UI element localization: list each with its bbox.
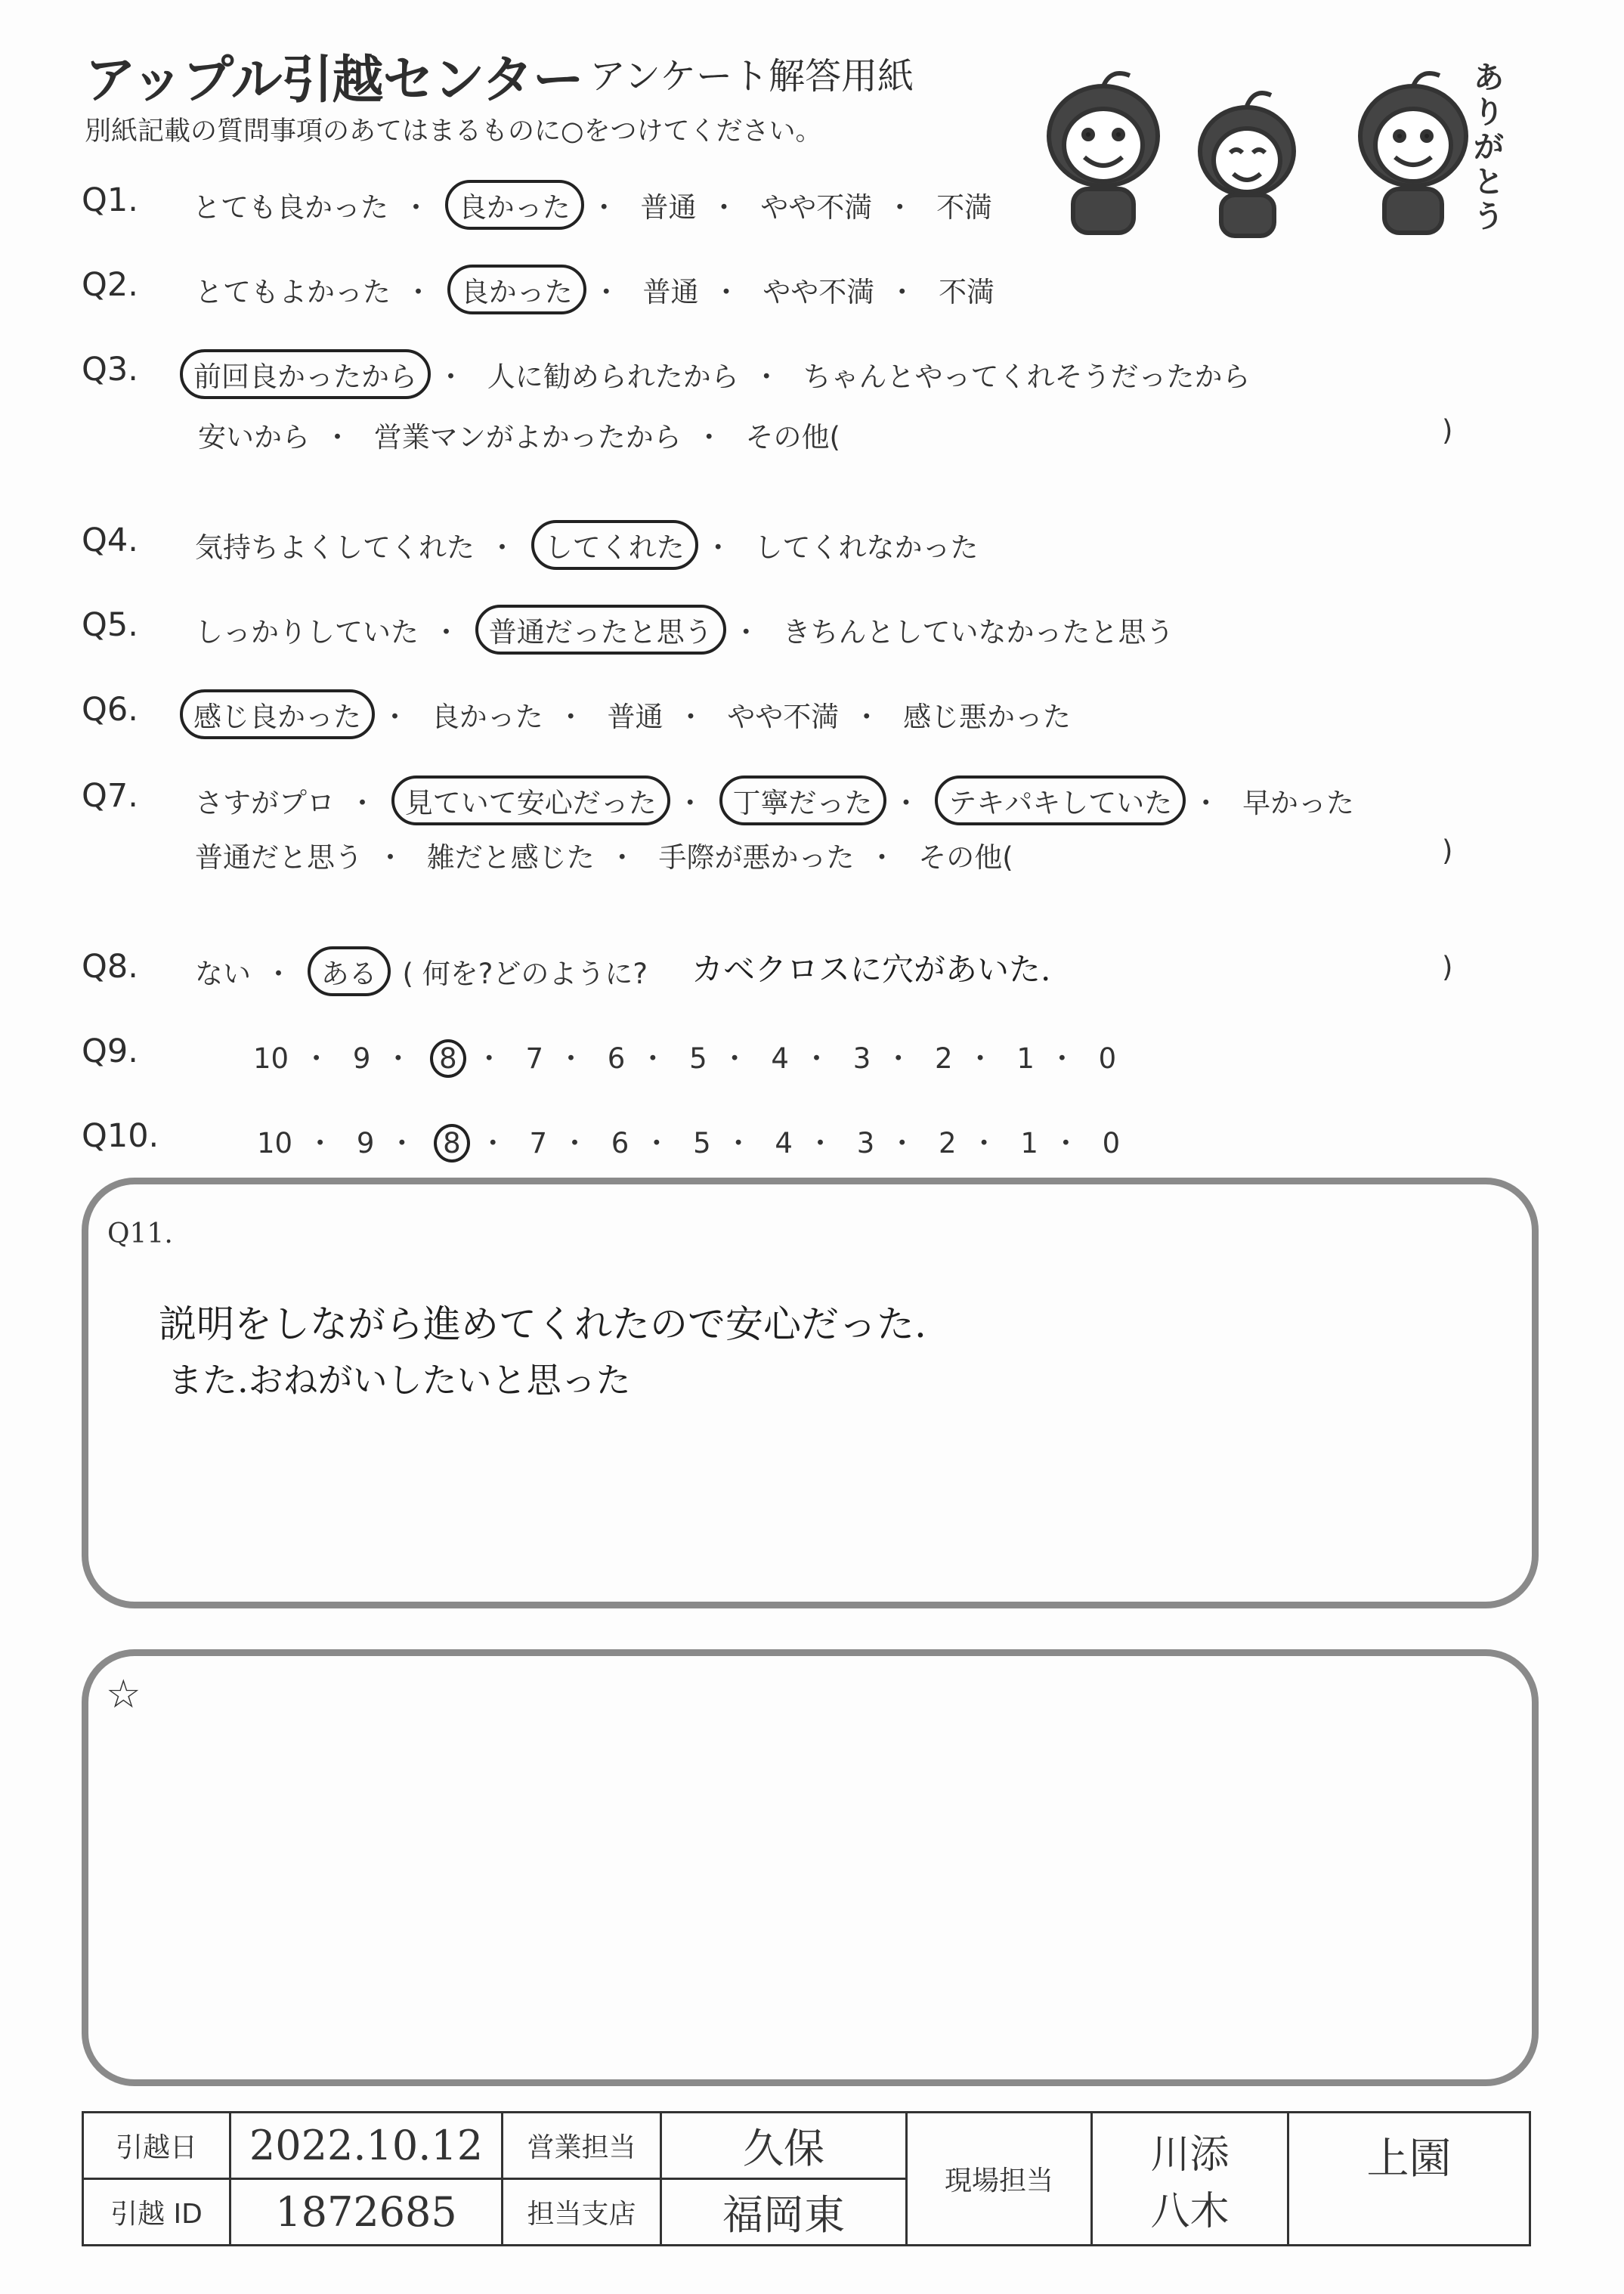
- q7-label: Q7.: [82, 777, 138, 815]
- q9-value[interactable]: 2: [935, 1042, 953, 1075]
- q6-options: 感じ良かった ・ 良かった ・ 普通 ・ やや不満 ・ 感じ悪かった: [187, 694, 1071, 735]
- q7-option-other[interactable]: その他(: [918, 841, 1013, 874]
- q6-option[interactable]: 良かった: [431, 701, 543, 733]
- q2-options: とてもよかった ・ 良かった ・ 普通 ・ やや不満 ・ 不満: [195, 269, 995, 310]
- q10-value[interactable]: 10: [257, 1127, 293, 1159]
- q9-value[interactable]: 7: [525, 1042, 544, 1075]
- q1-option[interactable]: やや不満: [760, 191, 873, 224]
- q7-option[interactable]: 雑だと感じた: [426, 841, 595, 874]
- q7-close-paren: ): [1442, 834, 1453, 867]
- instruction-text: 別紙記載の質問事項のあてはまるものに○をつけてください。: [85, 116, 822, 147]
- q10-value-selected[interactable]: 8: [434, 1124, 470, 1162]
- q6-label: Q6.: [82, 691, 138, 729]
- q10-value[interactable]: 7: [529, 1127, 548, 1159]
- branch-value[interactable]: 福岡東: [661, 2179, 907, 2246]
- q9-value[interactable]: 9: [352, 1042, 371, 1075]
- sales-label: 営業担当: [503, 2113, 661, 2179]
- q10-value[interactable]: 6: [611, 1127, 629, 1159]
- move-id-value[interactable]: 1872685: [230, 2179, 503, 2246]
- q10-value[interactable]: 2: [939, 1127, 957, 1159]
- q6-option[interactable]: 感じ悪かった: [903, 701, 1072, 733]
- q2-option-selected[interactable]: 良かった: [447, 265, 586, 314]
- q8-close-paren: ): [1442, 951, 1453, 983]
- q1-options: とても良かった ・ 良かった ・ 普通 ・ やや不満 ・ 不満: [193, 184, 992, 225]
- q4-options: 気持ちよくしてくれた ・ してくれた ・ してくれなかった: [195, 525, 979, 565]
- move-id-label: 引越 ID: [83, 2179, 230, 2246]
- q4-label: Q4.: [82, 522, 138, 559]
- q3-option[interactable]: 人に勧められたから: [487, 361, 739, 393]
- q2-option[interactable]: やや不満: [763, 276, 875, 308]
- q9-value[interactable]: 5: [689, 1042, 707, 1075]
- q9-scale: 10 ・ 9 ・ 8 ・ 7 ・ 6 ・ 5 ・ 4 ・ 3 ・ 2 ・ 1 ・ 0: [253, 1036, 1116, 1076]
- q9-value[interactable]: 3: [852, 1042, 871, 1075]
- q5-option[interactable]: しっかりしていた: [195, 616, 419, 649]
- q11-comment-line2: また.おねがいしたいと思った: [168, 1360, 631, 1401]
- q6-option[interactable]: やや不満: [727, 701, 840, 733]
- q8-options: ない ・ ある ( 何を?どのように?: [195, 951, 648, 992]
- q5-option[interactable]: きちんとしていなかったと思う: [782, 616, 1174, 649]
- q7-option[interactable]: さすがプロ: [195, 787, 335, 819]
- company-name: アップル引越センター: [85, 51, 583, 110]
- q1-option-selected[interactable]: 良かった: [445, 180, 584, 230]
- q7-options-line2: 普通だと思う ・ 雑だと感じた ・ 手際が悪かった ・ その他(: [195, 834, 1013, 875]
- star-icon: ☆: [106, 1672, 141, 1717]
- q10-value[interactable]: 4: [775, 1127, 793, 1159]
- q10-value[interactable]: 3: [856, 1127, 875, 1159]
- move-date-value[interactable]: 2022.10.12: [230, 2113, 503, 2179]
- q3-options-line2: 安いから ・ 営業マンがよかったから ・ その他(: [198, 414, 840, 455]
- q7-option-selected[interactable]: 丁寧だった: [719, 776, 886, 825]
- q1-option[interactable]: 普通: [640, 191, 697, 224]
- q7-option[interactable]: 早かった: [1242, 787, 1355, 819]
- sales-value[interactable]: 久保: [661, 2113, 907, 2179]
- field-value-2[interactable]: 上園: [1288, 2113, 1530, 2246]
- q10-value[interactable]: 9: [356, 1127, 375, 1159]
- q3-option[interactable]: 安いから: [198, 421, 310, 454]
- q3-label: Q3.: [82, 351, 138, 389]
- q10-value[interactable]: 5: [693, 1127, 711, 1159]
- q8-label: Q8.: [82, 948, 138, 986]
- q2-option[interactable]: とてもよかった: [195, 276, 391, 308]
- q6-option-selected[interactable]: 感じ良かった: [180, 689, 375, 739]
- branch-label: 担当支店: [503, 2179, 661, 2246]
- q3-option[interactable]: 営業マンがよかったから: [373, 421, 682, 454]
- q9-label: Q9.: [82, 1032, 138, 1070]
- q1-label: Q1.: [82, 181, 138, 219]
- q10-label: Q10.: [82, 1117, 159, 1155]
- q9-value[interactable]: 1: [1016, 1042, 1035, 1075]
- q7-option[interactable]: 手際が悪かった: [658, 841, 855, 874]
- q4-option[interactable]: 気持ちよくしてくれた: [195, 531, 475, 564]
- q8-answer[interactable]: カベクロスに穴があいた.: [691, 951, 1051, 988]
- q10-value[interactable]: 0: [1102, 1127, 1121, 1159]
- move-date-label: 引越日: [83, 2113, 230, 2179]
- q8-prompt: ( 何を?どのように?: [402, 958, 648, 990]
- q1-option[interactable]: 不満: [936, 191, 993, 224]
- q9-value[interactable]: 0: [1098, 1042, 1117, 1075]
- q8-option[interactable]: ない: [195, 958, 251, 990]
- q10-value[interactable]: 1: [1020, 1127, 1038, 1159]
- q7-option-selected[interactable]: 見ていて安心だった: [391, 776, 670, 825]
- q9-value[interactable]: 6: [607, 1042, 626, 1075]
- field-value-1[interactable]: 川添 八木: [1092, 2113, 1288, 2246]
- q3-option[interactable]: ちゃんとやってくれそうだったから: [803, 361, 1251, 393]
- q5-label: Q5.: [82, 606, 138, 644]
- q3-option-other[interactable]: その他(: [745, 421, 840, 454]
- q2-option[interactable]: 普通: [642, 276, 699, 308]
- star-comment-box[interactable]: [82, 1649, 1539, 2086]
- form-title: アンケート解答用紙: [589, 55, 914, 98]
- q7-option[interactable]: 普通だと思う: [195, 841, 363, 874]
- q4-option[interactable]: してくれなかった: [754, 531, 979, 564]
- monkey-mascot-icon: [998, 45, 1527, 242]
- q9-value-selected[interactable]: 8: [430, 1039, 466, 1078]
- q2-option[interactable]: 不満: [939, 276, 995, 308]
- q5-option-selected[interactable]: 普通だったと思う: [475, 605, 726, 655]
- q9-value[interactable]: 10: [253, 1042, 289, 1075]
- q3-option-selected[interactable]: 前回良かったから: [180, 349, 431, 399]
- field-label: 現場担当: [907, 2113, 1092, 2246]
- q7-options-line1: さすがプロ ・ 見ていて安心だった ・ 丁寧だった ・ テキパキしていた ・ 早かった: [195, 780, 1354, 821]
- q5-options: しっかりしていた ・ 普通だったと思う ・ きちんとしていなかったと思う: [195, 609, 1174, 650]
- q4-option-selected[interactable]: してくれた: [531, 520, 698, 570]
- q11-label: Q11.: [107, 1218, 173, 1249]
- q1-option[interactable]: とても良かった: [193, 191, 388, 224]
- q2-label: Q2.: [82, 266, 138, 304]
- q3-options-line1: 前回良かったから ・ 人に勧められたから ・ ちゃんとやってくれそうだったから: [187, 354, 1251, 395]
- q9-value[interactable]: 4: [771, 1042, 789, 1075]
- mascot-illustration: [998, 45, 1527, 242]
- q7-option-selected[interactable]: テキパキしていた: [935, 776, 1186, 825]
- thanks-text: ありがとう: [1474, 60, 1504, 234]
- q8-option-selected[interactable]: ある: [308, 946, 391, 996]
- q11-comment-line1: 説明をしながら進めてくれたので安心だった.: [159, 1302, 926, 1346]
- q6-option[interactable]: 普通: [607, 701, 664, 733]
- footer-info-table: [82, 2111, 1531, 2246]
- q3-close-paren: ): [1442, 414, 1453, 447]
- q10-scale: 10 ・ 9 ・ 8 ・ 7 ・ 6 ・ 5 ・ 4 ・ 3 ・ 2 ・ 1 ・ 0: [257, 1120, 1120, 1161]
